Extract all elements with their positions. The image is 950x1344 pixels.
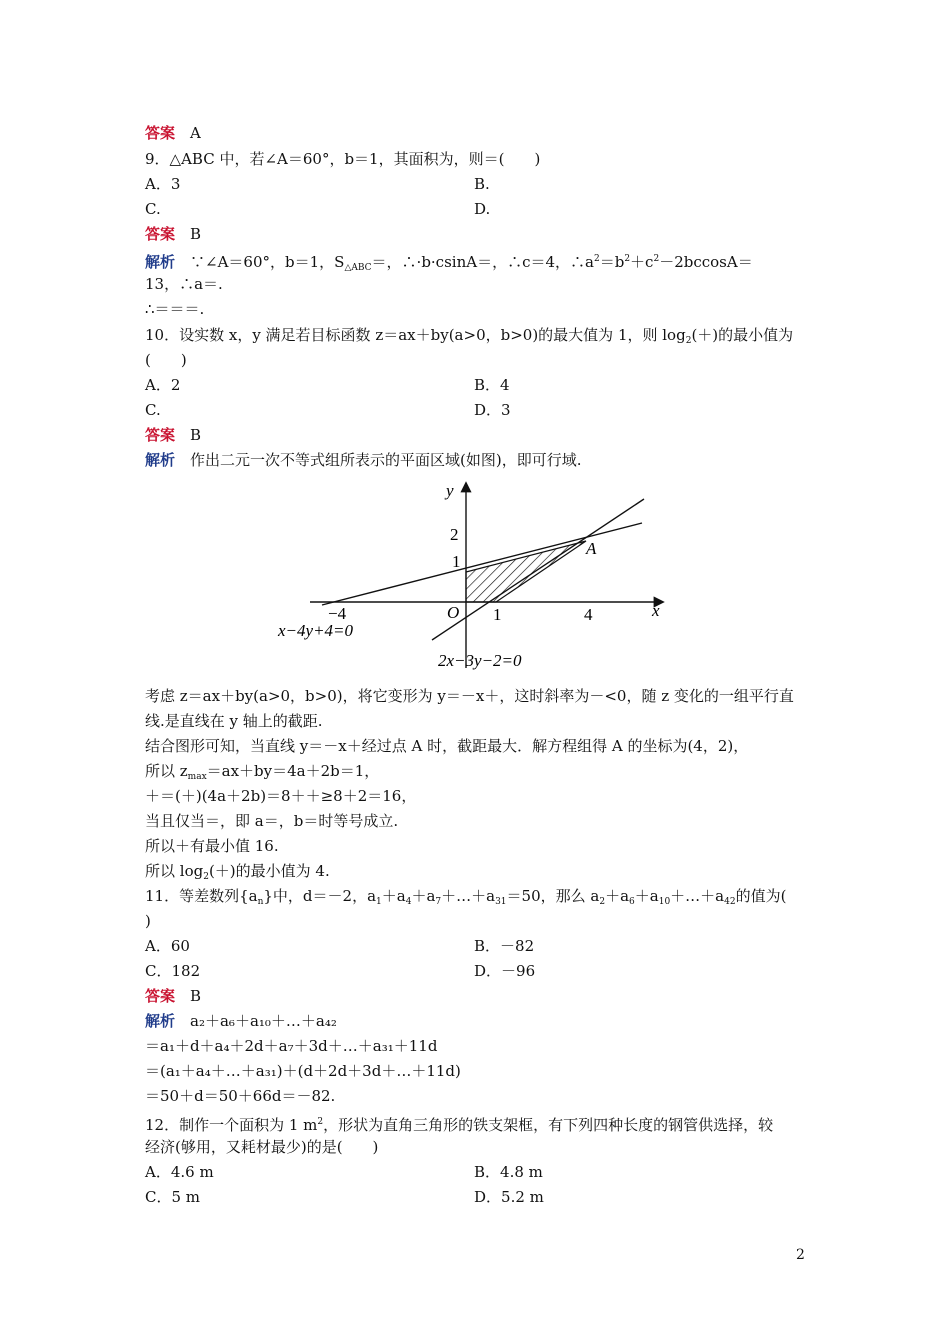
stem-text: 10．设实数 x，y 满足若目标函数 z＝ax＋by(a>0，b>0)的最大值为 1，则 log xyxy=(145,326,686,344)
stem-text: ＋…＋a xyxy=(670,887,725,905)
analysis-text: ＝ax＋by＝4a＋2b＝1， xyxy=(206,762,380,780)
q9-option-a: A．3 xyxy=(145,175,181,193)
subscript: 2 xyxy=(203,872,209,882)
q10-option-c: C. xyxy=(145,401,161,419)
answer-value: B xyxy=(190,987,202,1005)
q9-option-c: C. xyxy=(145,200,161,218)
stem-text: ＝50，那么 a xyxy=(506,887,600,905)
analysis-text: 作出二元一次不等式组所表示的平面区域(如图)，即可行域. xyxy=(190,451,582,469)
stem-text: ＋a xyxy=(605,887,630,905)
q9-analysis-2: 13，∴a＝. xyxy=(145,275,223,293)
q10-p2: 线.是直线在 y 轴上的截距. xyxy=(145,712,323,730)
origin-label: O xyxy=(447,603,460,622)
y-axis-label: y xyxy=(446,481,454,500)
q12-option-d: D．5.2 m xyxy=(474,1188,544,1206)
q9-analysis-1 xyxy=(145,249,753,278)
superscript: 2 xyxy=(653,254,660,264)
stem-text: (＋)的最小值为 xyxy=(691,326,794,344)
q9-answer-line xyxy=(145,224,201,244)
q10-p8 xyxy=(145,861,330,887)
q10-p6: 当且仅当＝，即 a＝，b＝时等号成立. xyxy=(145,812,399,830)
subscript: 2 xyxy=(685,336,692,346)
q11-answer-line xyxy=(145,986,201,1006)
line-label-1: x−4y+4=0 xyxy=(278,621,354,640)
tick-label-2: 2 xyxy=(450,525,459,544)
line-label-2: 2x−3y−2=0 xyxy=(438,651,522,670)
superscript: 2 xyxy=(593,254,600,264)
q10-option-d: D．3 xyxy=(474,401,511,419)
analysis-label: 解析 xyxy=(145,253,176,271)
q10-analysis-1 xyxy=(145,450,582,470)
analysis-text: ＋c xyxy=(630,253,654,271)
q11-option-d: D．－96 xyxy=(474,962,536,980)
page-number: 2 xyxy=(796,1247,805,1263)
subscript: n xyxy=(257,897,264,907)
analysis-text: 所以 log xyxy=(145,862,204,880)
q10-p7: 所以＋有最小值 16. xyxy=(145,837,279,855)
q11-option-c: C．182 xyxy=(145,962,201,980)
analysis-text: ＝，∴·b·csinA＝，∴c＝4，∴a xyxy=(371,253,594,271)
q10-stem-1 xyxy=(145,325,793,351)
superscript: 2 xyxy=(317,1117,324,1127)
stem-text: ＋…＋a xyxy=(441,887,496,905)
subscript: 7 xyxy=(435,897,442,907)
answer-label: 答案 xyxy=(145,225,176,243)
q11-stem-1 xyxy=(145,886,786,912)
superscript: 2 xyxy=(624,254,631,264)
stem-text: 12．制作一个面积为 1 m xyxy=(145,1116,318,1134)
q10-answer-line xyxy=(145,425,201,445)
q12-option-b: B．4.8 m xyxy=(474,1163,543,1181)
subscript: 10 xyxy=(658,897,671,907)
analysis-label: 解析 xyxy=(145,451,176,469)
subscript: max xyxy=(187,772,207,782)
answer-value: B xyxy=(190,225,202,243)
tick-label-4: 4 xyxy=(584,605,593,624)
q12-option-a: A．4.6 m xyxy=(145,1163,214,1181)
q12-stem-1 xyxy=(145,1112,773,1135)
q10-p4 xyxy=(145,761,379,787)
q9-option-b: B. xyxy=(474,175,490,193)
tick-label-neg4: −4 xyxy=(328,604,347,623)
subscript: 4 xyxy=(405,897,412,907)
q11-analysis-3: ＝(a₁＋a₄＋…＋a₃₁)＋(d＋2d＋3d＋…＋11d) xyxy=(145,1062,461,1080)
q11-analysis-1 xyxy=(145,1011,337,1031)
q10-option-b: B．4 xyxy=(474,376,510,394)
analysis-text: (＋)的最小值为 4. xyxy=(208,862,330,880)
analysis-text: ∵∠A＝60°，b＝1，S xyxy=(190,253,345,271)
tick-label-1-y: 1 xyxy=(452,552,461,571)
analysis-text: a₂＋a₆＋a₁₀＋…＋a₄₂ xyxy=(190,1012,337,1030)
analysis-text: ＝b xyxy=(599,253,625,271)
answer-value: B xyxy=(190,426,202,444)
q12-option-c: C．5 m xyxy=(145,1188,201,1206)
subscript: 42 xyxy=(724,897,736,907)
stem-text: }中，d＝－2，a xyxy=(263,887,377,905)
tick-label-1-x: 1 xyxy=(493,605,502,624)
x-axis-label: x xyxy=(652,601,660,620)
answer-value: A xyxy=(190,124,201,142)
analysis-text: 所以 z xyxy=(145,762,188,780)
q9-stem: 9．△ABC 中，若∠A＝60°，b＝1，其面积为，则＝( ) xyxy=(145,150,541,168)
q9-option-d: D. xyxy=(474,200,491,218)
q10-p1: 考虑 z＝ax＋by(a>0，b>0)，将它变形为 y＝－x＋，这时斜率为－<0，随 z 变化的一组平行直 xyxy=(145,687,794,705)
analysis-text: －2bccosA＝ xyxy=(659,253,753,271)
stem-text: ＋a xyxy=(411,887,436,905)
line-2x-3y-2 xyxy=(432,499,644,640)
subscript: △ABC xyxy=(344,263,372,273)
subscript: 31 xyxy=(495,897,507,907)
q11-analysis-4: ＝50＋d＝50＋66d＝－82. xyxy=(145,1087,336,1105)
q11-stem-2: ) xyxy=(145,912,151,930)
stem-text: 的值为( xyxy=(735,887,787,905)
q10-p3: 结合图形可知，当直线 y＝－x＋经过点 A 时，截距最大．解方程组得 A 的坐标为(4，2)， xyxy=(145,737,749,755)
subscript: 1 xyxy=(376,897,382,907)
q10-p5: ＋＝(＋)(4a＋2b)＝8＋＋≥8＋2＝16， xyxy=(145,787,417,805)
stem-text: ＋a xyxy=(381,887,406,905)
stem-text: ＋a xyxy=(634,887,659,905)
q9-analysis-3: ∴＝＝＝. xyxy=(145,300,205,318)
q8-answer-line xyxy=(145,123,201,143)
q11-option-a: A．60 xyxy=(145,937,190,955)
answer-label: 答案 xyxy=(145,426,176,444)
subscript: 2 xyxy=(599,897,606,907)
subscript: 6 xyxy=(629,897,635,907)
stem-text: 11．等差数列{a xyxy=(145,887,258,905)
analysis-label: 解析 xyxy=(145,1012,176,1030)
answer-label: 答案 xyxy=(145,987,176,1005)
feasible-region-graph xyxy=(270,478,690,678)
q12-stem-2: 经济(够用，又耗材最少)的是( ) xyxy=(145,1138,379,1156)
q11-option-b: B．－82 xyxy=(474,937,535,955)
answer-label: 答案 xyxy=(145,124,176,142)
q10-option-a: A．2 xyxy=(145,376,181,394)
q10-stem-2: ( ) xyxy=(145,351,187,369)
point-a-label: A xyxy=(586,539,597,558)
q11-analysis-2: ＝a₁＋d＋a₄＋2d＋a₇＋3d＋…＋a₃₁＋11d xyxy=(145,1037,438,1055)
stem-text: ，形状为直角三角形的铁支架框，有下列四种长度的钢管供选择，较 xyxy=(323,1116,774,1134)
